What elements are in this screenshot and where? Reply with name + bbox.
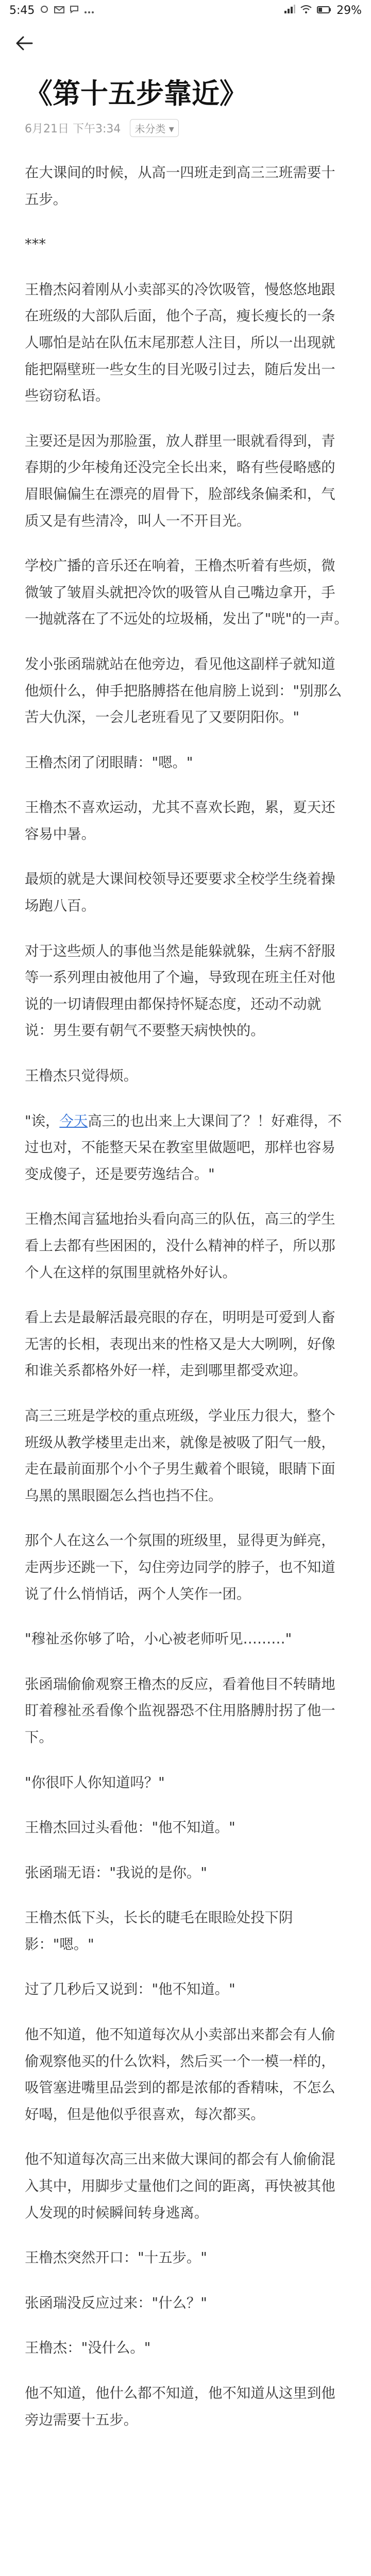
paragraph: 王橹杰不喜欢运动，尤其不喜欢长跑，累，夏天还容易中暑。 bbox=[25, 800, 335, 842]
status-time: 5:45 bbox=[9, 4, 35, 17]
notification-icon bbox=[40, 4, 49, 17]
back-arrow-icon[interactable] bbox=[15, 32, 33, 55]
wifi-icon bbox=[300, 4, 312, 17]
paragraph: "穆祉丞你够了哈，小心被老师听见………" bbox=[25, 1631, 292, 1648]
paragraph: 张函瑞无语："我说的是你。" bbox=[25, 1865, 207, 1881]
status-left bbox=[9, 4, 94, 17]
app-bar bbox=[0, 21, 371, 67]
paragraph: 高三三班是学校的重点班级，学业压力很大，整个班级从教学楼里走出来，就像是被吸了阳气一般，走在最前面那个小个子男生戴着个眼镜，眼睛下面乌黑的黑眼圈怎么挡也挡不住。 bbox=[25, 1408, 335, 1504]
note-meta bbox=[25, 119, 349, 137]
paragraph: 张函瑞没反应过来："什么？" bbox=[25, 2295, 207, 2311]
category-badge[interactable] bbox=[130, 119, 178, 137]
date-link[interactable]: 今天 bbox=[59, 1113, 88, 1129]
paragraph: 发小张函瑞就站在他旁边，看见他这副样子就知道他烦什么，伸手把胳膊搭在他肩膀上说到："别那么苦大仇深，一会儿老班看见了又要阴阳你。" bbox=[25, 656, 342, 726]
chevron-down-icon: ▾ bbox=[168, 122, 174, 135]
chat-icon bbox=[70, 4, 79, 17]
paragraph: "诶，今天高三的也出来上大课间了？！好难得，不过也对，不能整天呆在教室里做题吧，那样也容易变成傻子，还是要劳逸结合。" bbox=[25, 1113, 342, 1182]
paragraph: "你很吓人你知道吗？" bbox=[25, 1774, 165, 1791]
status-bar bbox=[0, 0, 371, 21]
battery-percentage: 29% bbox=[336, 4, 362, 17]
mail-icon bbox=[54, 4, 64, 17]
paragraph: 王橹杰闻言猛地抬头看向高三的队伍，高三的学生看上去都有些困困的，没什么精神的样子，所以那个人在这样的氛围里就格外好认。 bbox=[25, 1211, 335, 1281]
note-date: 6月21日 下午3:34 bbox=[25, 122, 121, 135]
paragraph: 对于这些烦人的事他当然是能躲就躲，生病不舒服等一系列理由被他用了个遍，导致现在班主任对他说的一切请假理由都保持怀疑态度，还动不动就说：男生要有朝气不要整天病怏怏的。 bbox=[25, 943, 335, 1039]
paragraph: 王橹杰："没什么。" bbox=[25, 2340, 151, 2357]
paragraph: 他不知道，他什么都不知道，他不知道从这里到他旁边需要十五步。 bbox=[25, 2385, 335, 2428]
paragraph: 看上去是最解活最亮眼的存在，明明是可爱到人畜无害的长相，表现出来的性格又是大大咧咧，好像和谁关系都格外好一样，走到哪里都受欢迎。 bbox=[25, 1310, 335, 1379]
paragraph: 他不知道，他不知道每次从小卖部出来都会有人偷偷观察他买的什么饮料，然后买一个一模一样的，吸管塞进嘴里品尝到的都是浓郁的香精味，不怎么好喝，但是他似乎很喜欢，每次都买。 bbox=[25, 2027, 335, 2123]
paragraph: 王橹杰突然开口："十五步。" bbox=[25, 2250, 207, 2266]
paragraph: 主要还是因为那脸蛋，放人群里一眼就看得到，青春期的少年棱角还没完全长出来，略有些侵略感的眉眼偏偏生在漂亮的眉骨下，脸部线条偏柔和，气质又是有些清冷，叫人一不开目光。 bbox=[25, 433, 335, 529]
paragraph: 王橹杰低下头，长长的睫毛在眼睑处投下阴影："嗯。" bbox=[25, 1910, 293, 1953]
page-title[interactable]: 《第十五步靠近》 bbox=[25, 77, 247, 110]
paragraph: 王橹杰闭了闭眼睛："嗯。" bbox=[25, 754, 193, 771]
paragraph: 过了几秒后又说到："他不知道。" bbox=[25, 1981, 235, 1998]
paragraph: 王橹杰只觉得烦。 bbox=[25, 1068, 138, 1084]
paragraph: 他不知道每次高三出来做大课间的都会有人偷偷混入其中，用脚步丈量他们之间的距离，再快被其他人发现的时候瞬间转身逃离。 bbox=[25, 2151, 335, 2221]
status-right bbox=[284, 4, 362, 17]
paragraph: 张函瑞偷偷观察王橹杰的反应，看着他目不转睛地盯着穆祉丞看像个监视器恐不住用胳膊肘拐了他一下。 bbox=[25, 1676, 335, 1745]
note-header bbox=[25, 77, 349, 137]
battery-icon bbox=[317, 4, 331, 17]
signal-icon bbox=[284, 4, 295, 17]
category-label: 未分类 bbox=[134, 122, 166, 135]
paragraph: 学校广播的音乐还在响着，王橹杰听着有些烦，微微皱了皱眉头就把冷饮的吸管从自己嘴边拿开，手一抛就落在了不远处的垃圾桶，发出了"咣"的一声。 bbox=[25, 558, 348, 628]
paragraph: 王橹杰闷着刚从小卖部买的冷饮吸管，慢悠悠地跟在班级的大部队后面，他个子高，瘦长瘦长的一条人哪怕是站在队伍末尾那惹人注目，所以一出现就能把隔壁班一些女生的目光吸引过去，随后发出一些窃窃私语。 bbox=[25, 281, 335, 404]
paragraph: 那个人在这么一个氛围的班级里，显得更为鲜亮，走两步还跳一下，勾住旁边同学的脖子，也不知道说了什么悄悄话，两个人笑作一团。 bbox=[25, 1533, 335, 1602]
paragraph: 最烦的就是大课间校领导还要要求全校学生绕着操场跑八百。 bbox=[25, 871, 335, 914]
paragraph: 王橹杰回过头看他："他不知道。" bbox=[25, 1820, 235, 1836]
paragraph: 在大课间的时候，从高一四班走到高三三班需要十五步。 bbox=[25, 165, 335, 208]
paragraph-separator: *** bbox=[25, 236, 46, 253]
more-dots-icon bbox=[84, 4, 94, 17]
note-body[interactable] bbox=[25, 160, 348, 2452]
